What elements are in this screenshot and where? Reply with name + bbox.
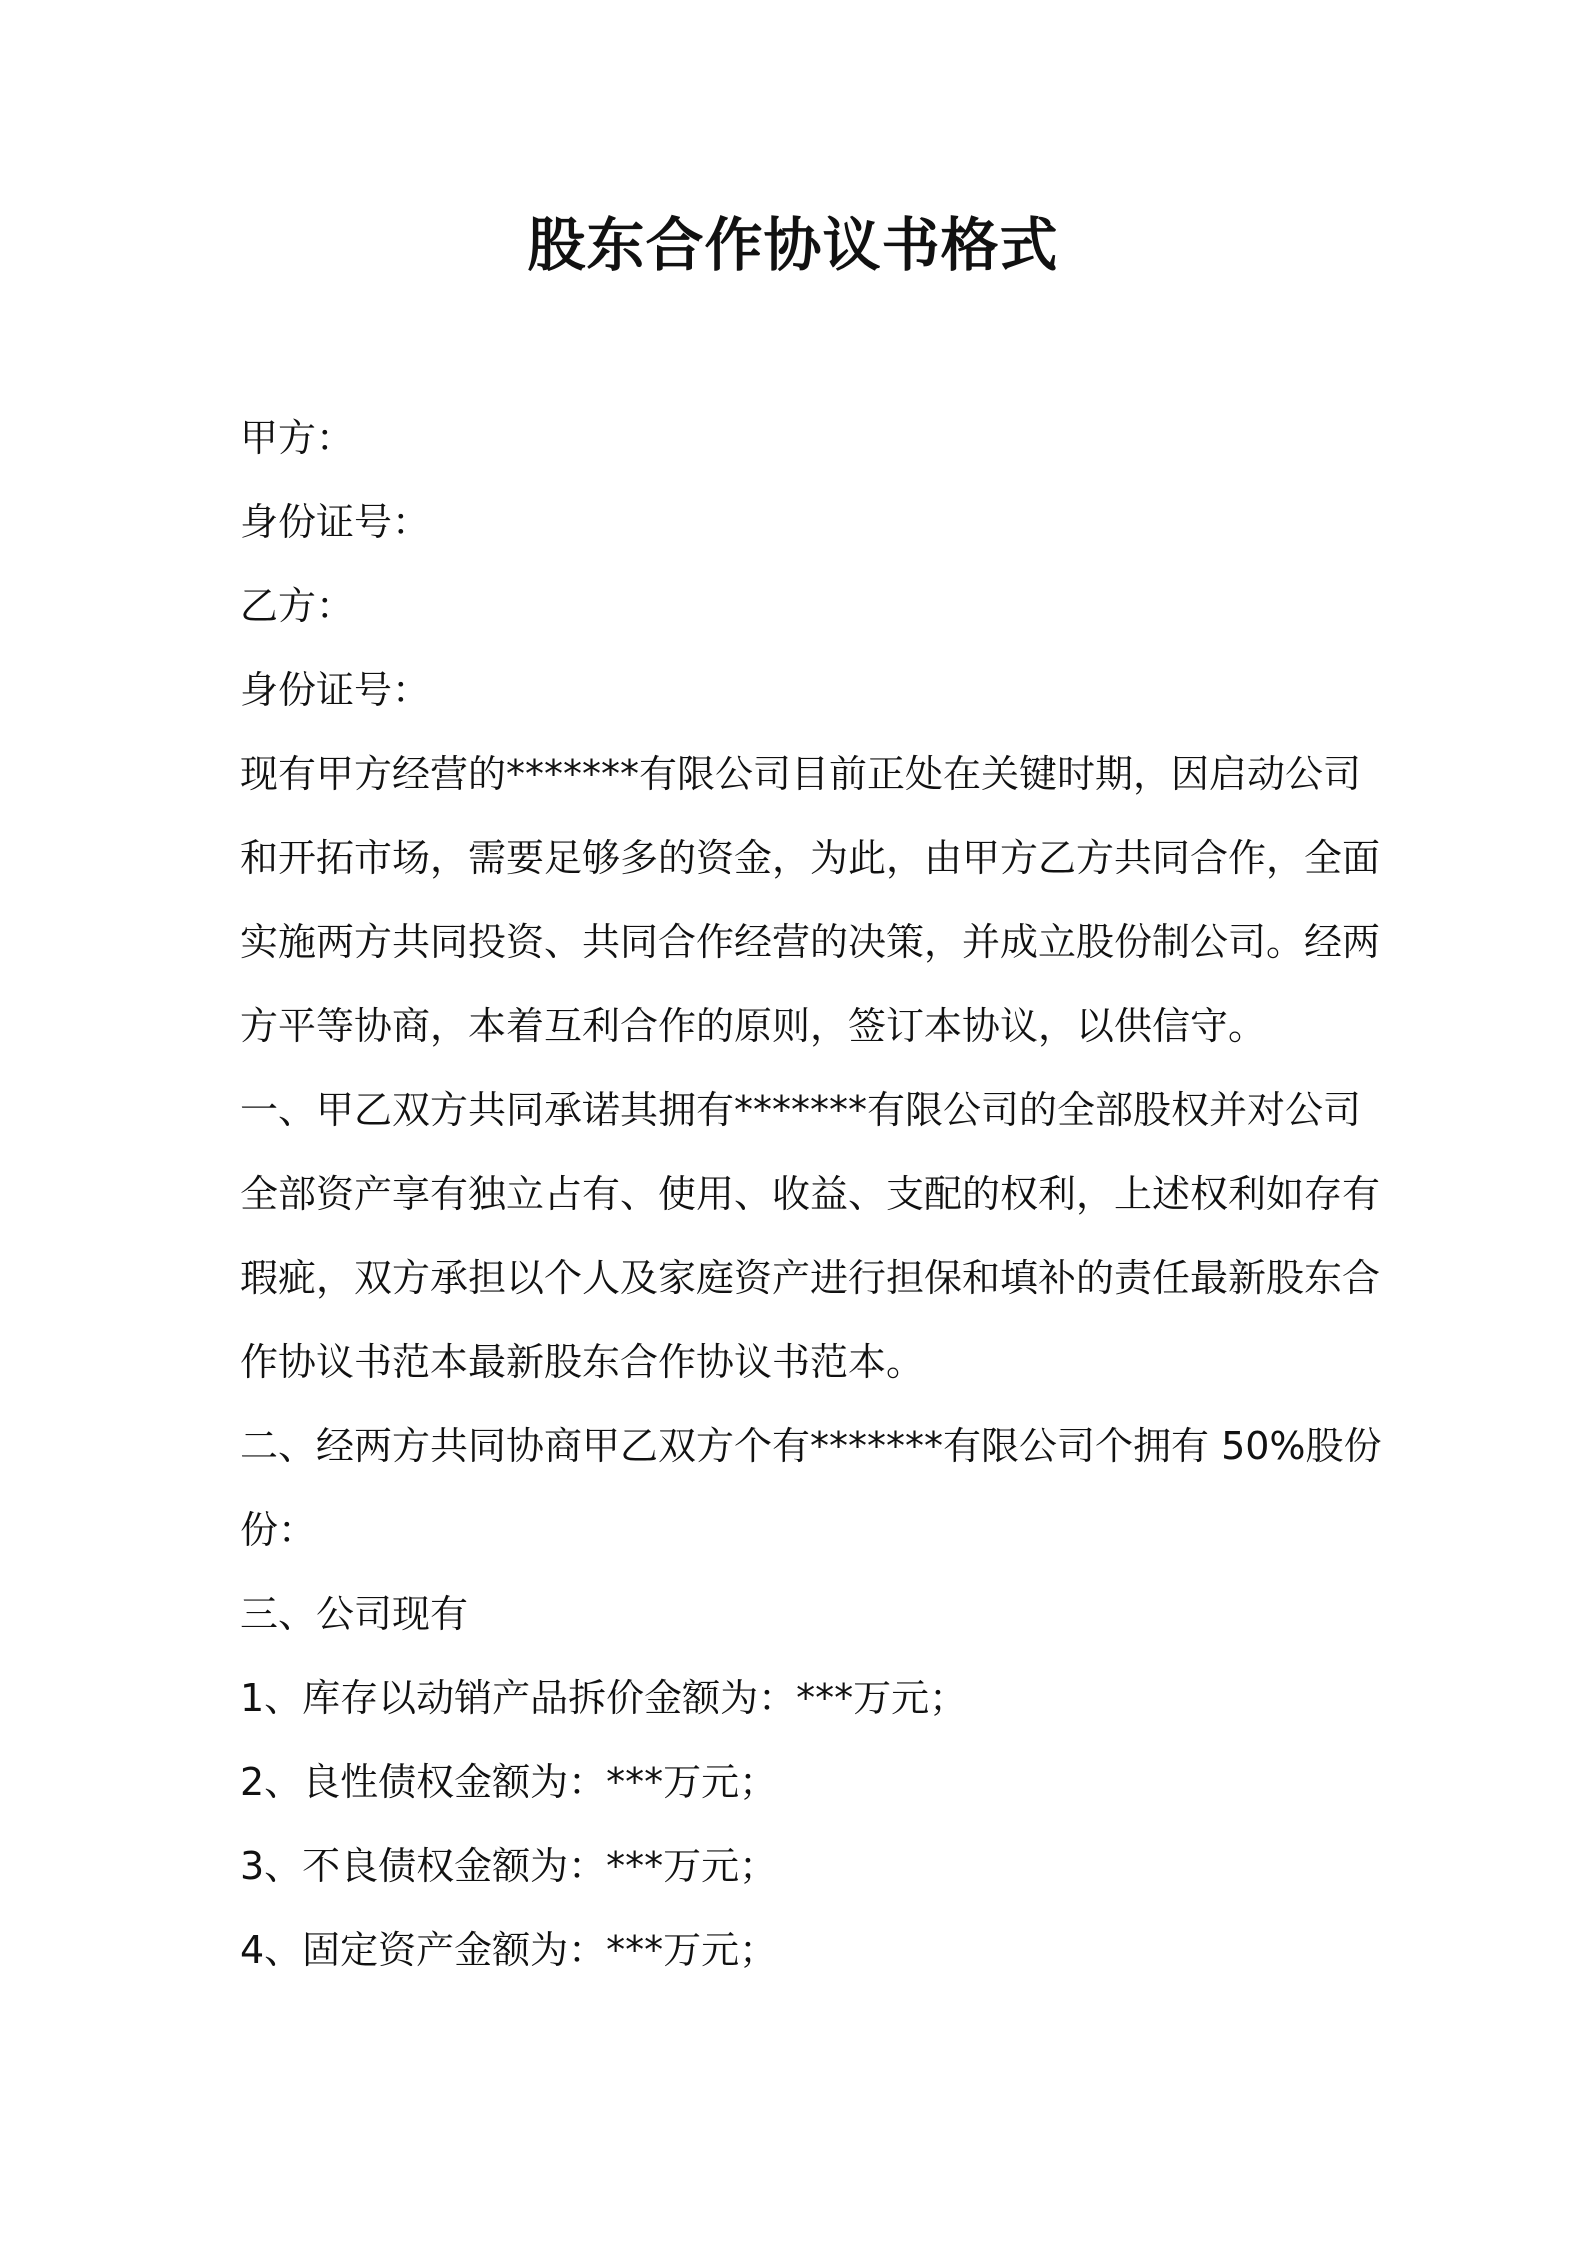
clause-2-line-1: 二、经两方共同协商甲乙双方个有*******有限公司个拥有 50%股份	[240, 1424, 1382, 1468]
party-b-line: 乙方：	[240, 584, 355, 628]
document-body	[240, 396, 1382, 1992]
clause-1-line-4: 作协议书范本最新股东合作协议书范本。	[240, 1340, 925, 1384]
clause-1-line-3: 瑕疵，双方承担以个人及家庭资产进行担保和填补的责任最新股东合	[240, 1256, 1381, 1300]
preamble-line-2: 和开拓市场，需要足够多的资金，为此，由甲方乙方共同合作，全面	[240, 836, 1381, 880]
asset-item-4: 4、固定资产金额为：***万元；	[240, 1928, 778, 1972]
party-b-id-line: 身份证号：	[240, 668, 431, 712]
preamble-line-4: 方平等协商，本着互利合作的原则，签订本协议，以供信守。	[240, 1004, 1267, 1048]
preamble-line-3: 实施两方共同投资、共同合作经营的决策，并成立股份制公司。经两	[240, 920, 1381, 964]
asset-item-3: 3、不良债权金额为：***万元；	[240, 1844, 778, 1888]
clause-1-line-1: 一、甲乙双方共同承诺其拥有*******有限公司的全部股权并对公司	[240, 1088, 1362, 1132]
preamble-line-1: 现有甲方经营的*******有限公司目前正处在关键时期，因启动公司	[240, 752, 1362, 796]
asset-item-2: 2、良性债权金额为：***万元；	[240, 1760, 778, 1804]
clause-3-heading: 三、公司现有	[240, 1592, 469, 1636]
clause-1-line-2: 全部资产享有独立占有、使用、收益、支配的权利，上述权利如存有	[240, 1172, 1381, 1216]
party-a-id-line: 身份证号：	[240, 500, 431, 544]
asset-item-1: 1、库存以动销产品拆价金额为：***万元；	[240, 1676, 968, 1720]
party-a-line: 甲方：	[240, 416, 355, 460]
clause-2-line-2: 份：	[240, 1508, 317, 1552]
document-title: 股东合作协议书格式	[527, 211, 1059, 279]
